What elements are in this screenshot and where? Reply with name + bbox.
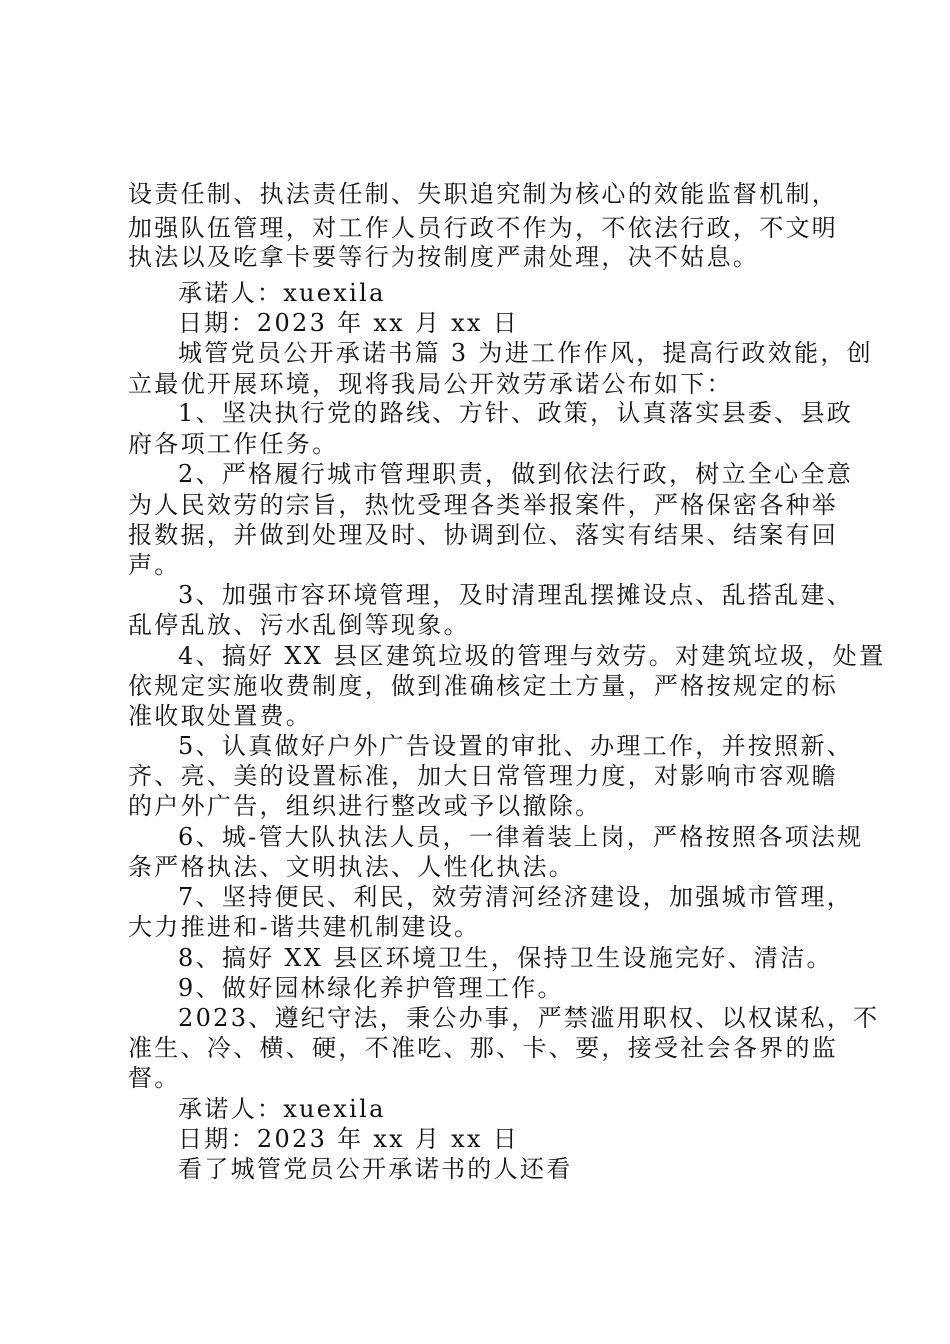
text-line: 立最优开展环境，现将我局公开效劳承诺公布如下： [128, 370, 733, 398]
list-item: 6、城-管大队执法人员，一律着装上岗，严格按照各项法规 [178, 823, 864, 851]
signatory-line: 承诺人：xuexila [178, 279, 386, 307]
text-line: 准收取处置费。 [128, 702, 313, 730]
signatory-line: 承诺人：xuexila [178, 1095, 386, 1123]
list-item: 2023、遵纪守法，秉公办事，严禁滥用职权、以权谋私，不 [178, 1004, 880, 1032]
text-line: 的户外广告，组织进行整改或予以撤除。 [128, 792, 602, 820]
text-line: 条严格执法、文明执法、人性化执法。 [128, 853, 576, 881]
text-line: 为人民效劳的宗旨，热忱受理各类举报案件，严格保密各种举 [128, 491, 839, 519]
text-line: 准生、冷、横、硬，不准吃、那、卡、要，接受社会各界的监 [128, 1034, 839, 1062]
list-item: 1、坚决执行党的路线、方针、政策，认真落实县委、县政 [178, 399, 854, 427]
text-line: 执法以及吃拿卡要等行为按制度严肃处理，决不姑息。 [128, 243, 760, 271]
text-line: 齐、亮、美的设置标准，加大日常管理力度，对影响市容观瞻 [128, 762, 839, 790]
text-line: 加强队伍管理，对工作人员行政不作为，不依法行政，不文明 [128, 214, 839, 242]
text-line: 督。 [128, 1064, 181, 1092]
text-line: 府各项工作任务。 [128, 430, 339, 458]
date-line: 日期：2023 年 xx 月 xx 日 [178, 309, 520, 337]
list-item: 5、认真做好户外广告设置的审批、办理工作，并按照新、 [178, 732, 854, 760]
text-line: 报数据，并做到处理及时、协调到位、落实有结果、结案有回 [128, 521, 839, 549]
text-line: 设责任制、执法责任制、失职追究制为核心的效能监督机制， [128, 180, 839, 208]
list-item: 7、坚持便民、利民，效劳清河经济建设，加强城市管理， [178, 883, 854, 911]
list-item: 8、搞好 XX 县区环境卫生，保持卫生设施完好、清洁。 [178, 944, 833, 972]
date-line: 日期：2023 年 xx 月 xx 日 [178, 1125, 520, 1153]
list-item: 4、搞好 XX 县区建筑垃圾的管理与效劳。对建筑垃圾，处置 [178, 642, 886, 670]
text-line: 城管党员公开承诺书篇 3 为进工作作风，提高行政效能，创 [178, 339, 873, 367]
list-item: 2、严格履行城市管理职责，做到依法行政，树立全心全意 [178, 460, 854, 488]
related-heading: 看了城管党员公开承诺书的人还看 [178, 1155, 573, 1183]
text-line: 依规定实施收费制度，做到准确核定土方量，严格按规定的标 [128, 672, 839, 700]
text-line: 大力推进和-谐共建机制建设。 [128, 913, 481, 941]
list-item: 3、加强市容环境管理，及时清理乱摆摊设点、乱搭乱建、 [178, 581, 854, 609]
list-item: 9、做好园林绿化养护管理工作。 [178, 974, 564, 1002]
text-line: 乱停乱放、污水乱倒等现象。 [128, 611, 470, 639]
text-line: 声。 [128, 551, 181, 579]
